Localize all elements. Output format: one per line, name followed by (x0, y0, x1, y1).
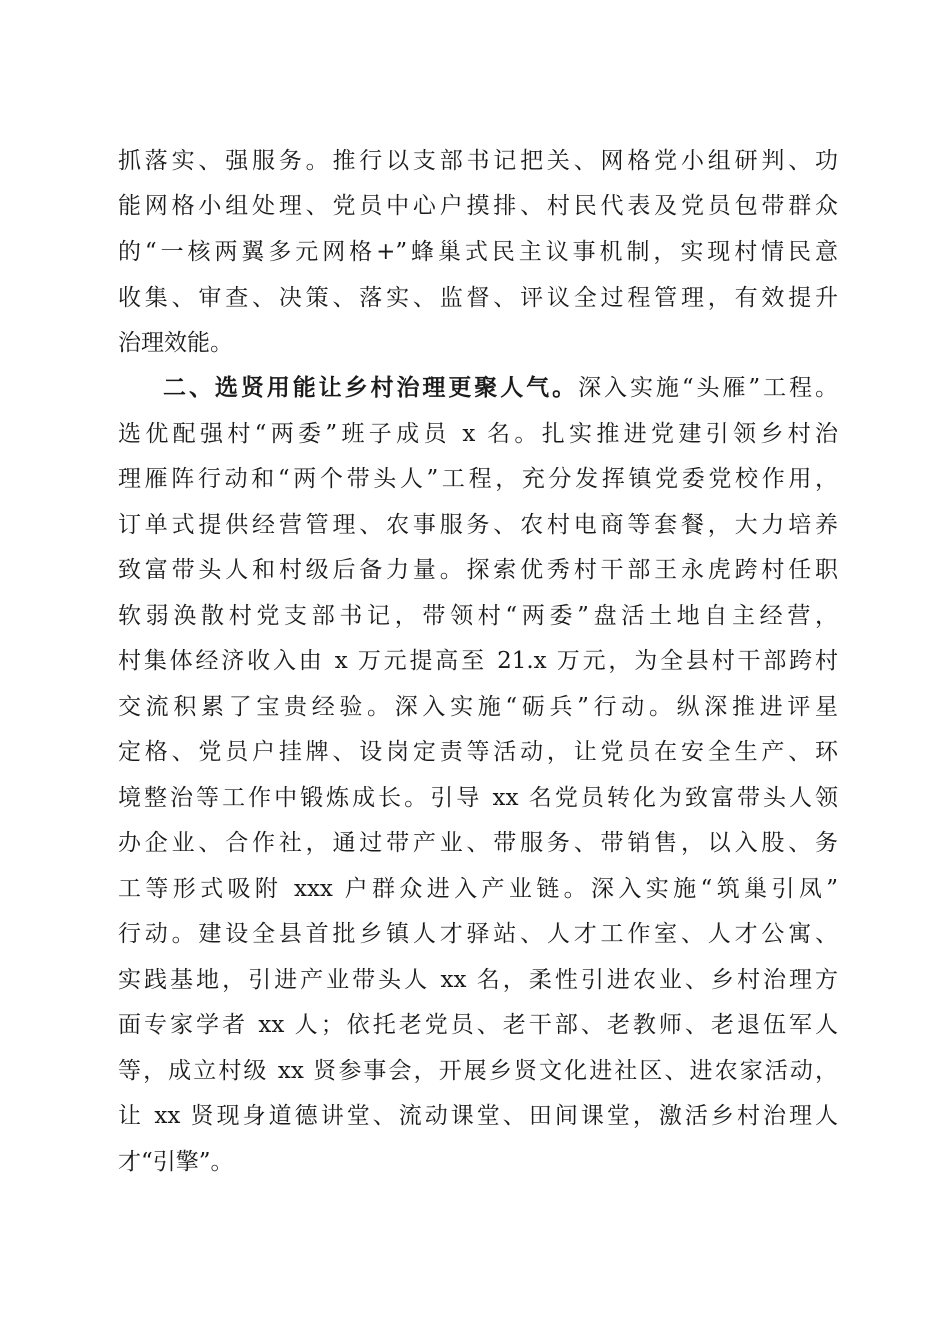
text-line: 才“引擎”。 (118, 1149, 234, 1175)
text-line: 软弱涣散村党支部书记，带领村“两委”盘活土地自主经营， (118, 603, 838, 629)
section-heading: 二、选贤用能让乡村治理更聚人气。 (163, 374, 579, 401)
text-line: 境整治等工作中锻炼成长。引导 xx 名党员转化为致富带头人领 (118, 785, 838, 811)
text-line: 工等形式吸附 xxx 户群众进入产业链。深入实施“筑巢引凤” (118, 876, 838, 902)
text-line: 定格、党员户挂牌、设岗定责等活动，让党员在安全生产、环 (118, 739, 838, 765)
text-line: 办企业、合作社，通过带产业、带服务、带销售，以入股、务 (118, 830, 838, 856)
text-line: 能网格小组处理、党员中心户摸排、村民代表及党员包带群众 (118, 193, 838, 219)
text-line: 让 xx 贤现身道德讲堂、流动课堂、田间课堂，激活乡村治理人 (118, 1103, 838, 1129)
text-line: 治理效能。 (118, 330, 233, 356)
text-line: 致富带头人和村级后备力量。探索优秀村干部王永虎跨村任职 (118, 557, 838, 583)
text-line: 行动。建设全县首批乡镇人才驿站、人才工作室、人才公寓、 (118, 921, 838, 947)
text-line: 村集体经济收入由 x 万元提高至 21.x 万元，为全县村干部跨村 (118, 648, 838, 674)
text-line: 交流积累了宝贵经验。深入实施“砺兵”行动。纵深推进评星 (118, 694, 838, 720)
text-line: 实践基地，引进产业带头人 xx 名，柔性引进农业、乡村治理方 (118, 967, 838, 993)
text-line: 抓落实、强服务。推行以支部书记把关、网格党小组研判、功 (118, 148, 838, 174)
text-line: 订单式提供经营管理、农事服务、农村电商等套餐，大力培养 (118, 512, 838, 538)
text-line: 收集、审查、决策、落实、监督、评议全过程管理，有效提升 (118, 285, 838, 311)
text-line: 的“一核两翼多元网格+”蜂巢式民主议事机制，实现村情民意 (118, 239, 838, 265)
heading-line-rest: 深入实施“头雁”工程。 (578, 375, 838, 401)
paragraph-heading-line (163, 373, 838, 403)
text-line: 理雁阵行动和“两个带头人”工程，充分发挥镇党委党校作用， (118, 466, 838, 492)
text-line: 等，成立村级 xx 贤参事会，开展乡贤文化进社区、进农家活动， (118, 1058, 838, 1084)
text-line: 选优配强村“两委”班子成员 x 名。扎实推进党建引领乡村治 (118, 421, 838, 447)
text-line: 面专家学者 xx 人；依托老党员、老干部、老教师、老退伍军人 (118, 1012, 838, 1038)
